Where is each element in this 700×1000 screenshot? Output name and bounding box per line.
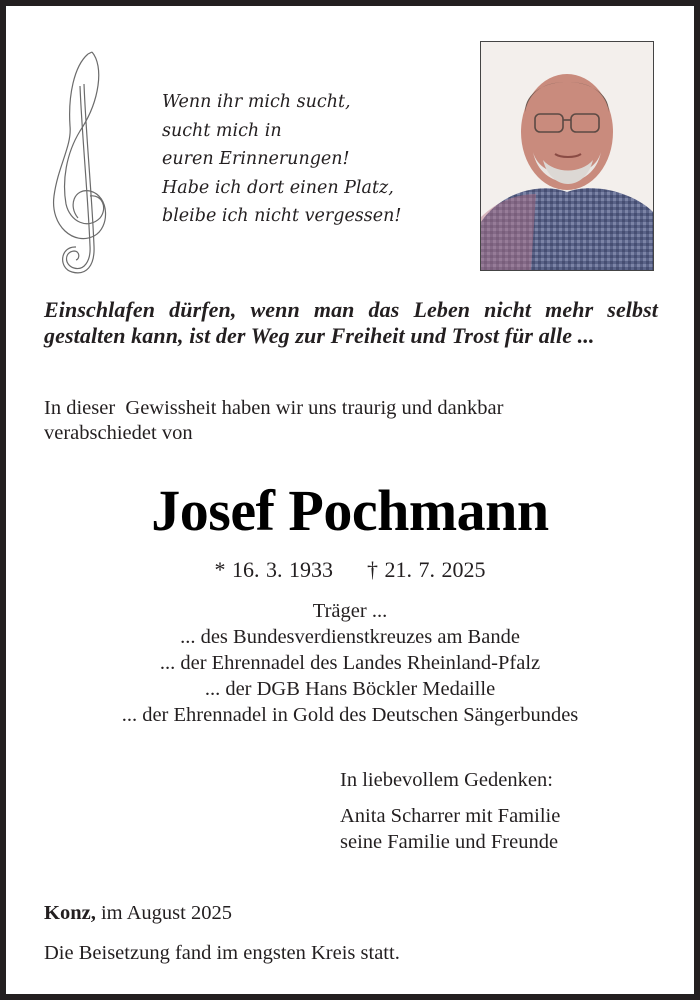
mourners-block bbox=[340, 767, 680, 855]
life-dates bbox=[6, 555, 694, 585]
honor-item: ... der DGB Hans Böckler Medaille bbox=[204, 678, 496, 700]
birth-date: * 16. 3. 1933 bbox=[214, 557, 333, 582]
place-city: Konz, bbox=[44, 902, 96, 924]
poem-line: Wenn ihr mich sucht, bbox=[162, 92, 351, 112]
place-date bbox=[44, 899, 644, 927]
honors-heading: Träger ... bbox=[312, 600, 388, 622]
obituary-card bbox=[6, 6, 694, 994]
burial-note: Die Beisetzung fand im engsten Kreis statt. bbox=[44, 942, 400, 964]
poem-line: sucht mich in bbox=[162, 120, 282, 141]
poem-line: bleibe ich nicht vergessen! bbox=[162, 206, 402, 226]
motto-text: Einschlafen dürfen, wenn man das Leben nicht mehr selbst gestalten kann, ist der Weg zur Freiheit und Trost für alle ... bbox=[44, 297, 658, 348]
treble-clef-icon bbox=[44, 46, 114, 276]
deceased-name: Josef Pochmann bbox=[151, 478, 549, 543]
poem-line: Habe ich dort einen Platz, bbox=[162, 177, 394, 198]
intro-text bbox=[44, 396, 658, 446]
intro-line: verabschiedet von bbox=[44, 422, 193, 444]
mourners-heading: In liebevollem Gedenken: bbox=[340, 769, 553, 791]
place-month: im August 2025 bbox=[95, 902, 232, 924]
honor-item: ... des Bundesverdienstkreuzes am Bande bbox=[180, 626, 520, 648]
honor-item: ... der Ehrennadel des Landes Rheinland-Pfalz bbox=[159, 652, 541, 674]
honors-list bbox=[6, 598, 694, 728]
honor-item: ... der Ehrennadel in Gold des Deutschen Sängerbundes bbox=[121, 704, 579, 726]
memorial-poem bbox=[162, 88, 462, 231]
portrait-photo bbox=[480, 41, 654, 271]
mourner-name: seine Familie und Freunde bbox=[340, 831, 559, 853]
intro-line: In dieser Gewissheit haben wir uns traurig und dankbar bbox=[44, 397, 504, 419]
poem-line: euren Erinnerungen! bbox=[162, 149, 350, 169]
death-date: † 21. 7. 2025 bbox=[367, 557, 486, 582]
mourner-name: Anita Scharrer mit Familie bbox=[340, 805, 561, 827]
